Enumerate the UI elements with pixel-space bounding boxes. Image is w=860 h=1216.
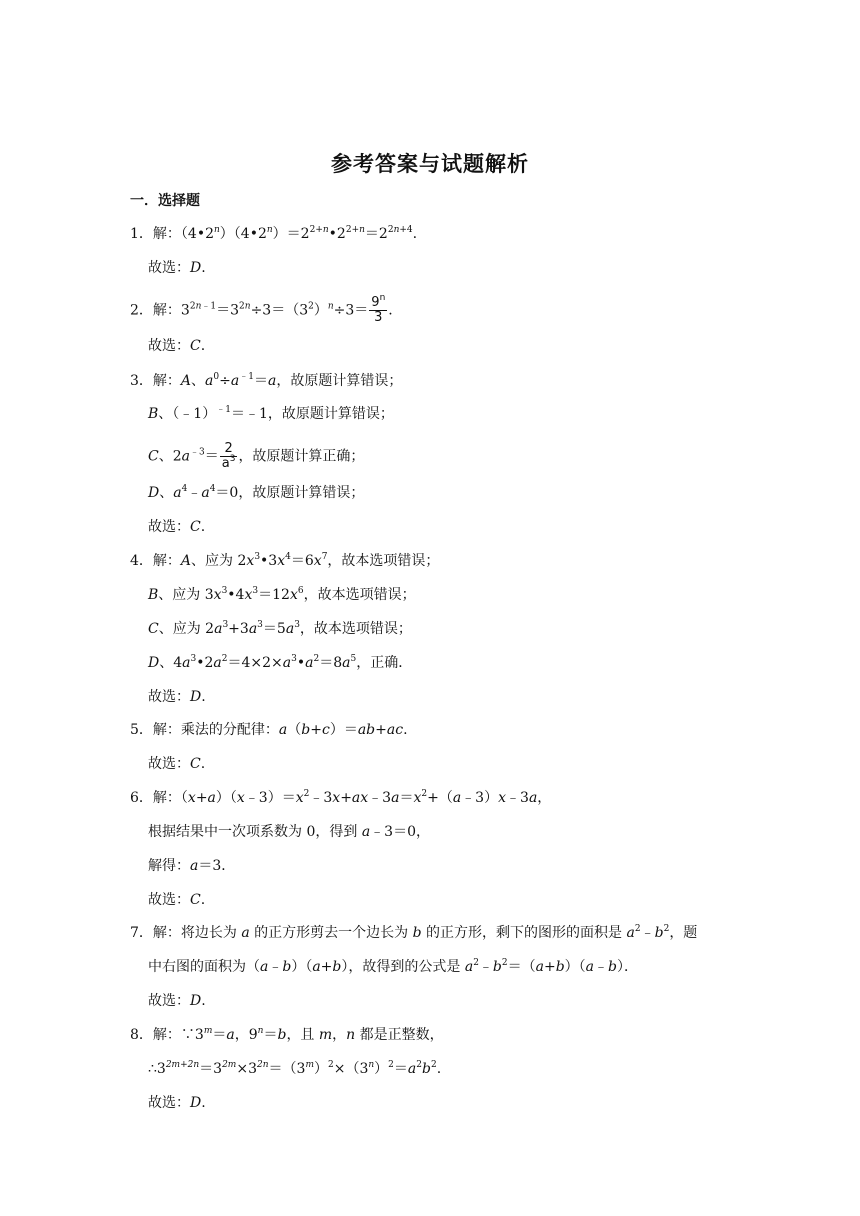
q4-option-a: 4．解：A、应为 $2x^3•3x^4=6x^7$，故本选项错误； <box>130 552 440 569</box>
q3-option-c: C、$2a^{﹣3}=$ $\frac{2}{a^3}$ ，故原题计算正确； <box>148 441 365 471</box>
q4-answer: 故选：D. <box>148 689 206 705</box>
q7-solution: 7．解：将边长为 a 的正方形剪去一个边长为 b 的正方形，剩下的图形的面积是 $a^2﹣b^2$，题 <box>130 924 698 941</box>
q5-solution: 5．解：乘法的分配律：a（b+c）＝ab+ac. <box>130 722 408 738</box>
q3-option-b: B、（﹣1）$^{﹣1}$＝﹣1，故原题计算错误； <box>148 405 394 422</box>
q6-answer: 故选：C. <box>148 892 206 908</box>
q1-solution: 1．解：$(4•2^n)(4•2^n)=2^{2+n}•2^{2+n}=2^{2n+4}$. <box>130 225 418 242</box>
page-title: 参考答案与试题解析 <box>331 152 529 176</box>
q5-answer: 故选：C. <box>148 756 206 772</box>
q2-fraction: $\frac{9^n}{3}$ <box>371 293 386 325</box>
q3-fraction: $\frac{2}{a^3}$ <box>221 441 236 471</box>
q7-answer: 故选：D. <box>148 993 206 1009</box>
q6-line-3: 解得：a＝3． <box>148 858 236 874</box>
q6-solution: 6．解：$(x+a)(x﹣3)=x^2﹣3x+ax﹣3a=x^2+(a﹣3)x﹣3a$， <box>130 789 552 806</box>
q3-answer: 故选：C. <box>148 519 206 535</box>
q4-option-c: C、应为 $2a^3+3a^3=5a^3$，故本选项错误； <box>148 620 412 637</box>
q6-line-2: 根据结果中一次项系数为 0，得到 a﹣3＝0， <box>148 824 430 840</box>
q8-solution: 8．解：$\because 3^m=a$，$9^n=b$，且 m，n 都是正整数， <box>130 1026 444 1043</box>
q4-option-d: D、$4a^3•2a^2=4\times 2\times a^3•a^2=8a^5$，正确． <box>148 654 413 671</box>
q3-option-a: 3．解：A、$a^0\div a^{﹣1}=a$，故原题计算错误； <box>130 372 403 389</box>
q8-answer: 故选：D. <box>148 1095 206 1111</box>
q3-option-d: D、$a^4﹣a^4=0$，故原题计算错误； <box>148 484 365 501</box>
q2-answer: 故选：C. <box>148 338 206 354</box>
q7-line-2: 中右图的面积为（a﹣b）（a+b），故得到的公式是 $a^2﹣b^2=(a+b)(a﹣b)$． <box>148 958 638 975</box>
q8-line-2: $\therefore 3^{2m+2n}=3^{2m}\times 3^{2n}=(3^m)^2\times(3^n)^2=a^2b^2$. <box>148 1060 442 1077</box>
q2-solution: 2．解：$3^{2n﹣1}=3^{2n}\div 3=(3^2)^n\div 3=$ $\frac{9^n}{3}$ . <box>130 293 393 325</box>
q4-option-b: B、应为 $3x^3•4x^3=12x^6$，故本选项错误； <box>148 586 416 603</box>
section-heading: 一．选择题 <box>130 193 200 209</box>
q1-answer: 故选：D. <box>148 260 206 276</box>
